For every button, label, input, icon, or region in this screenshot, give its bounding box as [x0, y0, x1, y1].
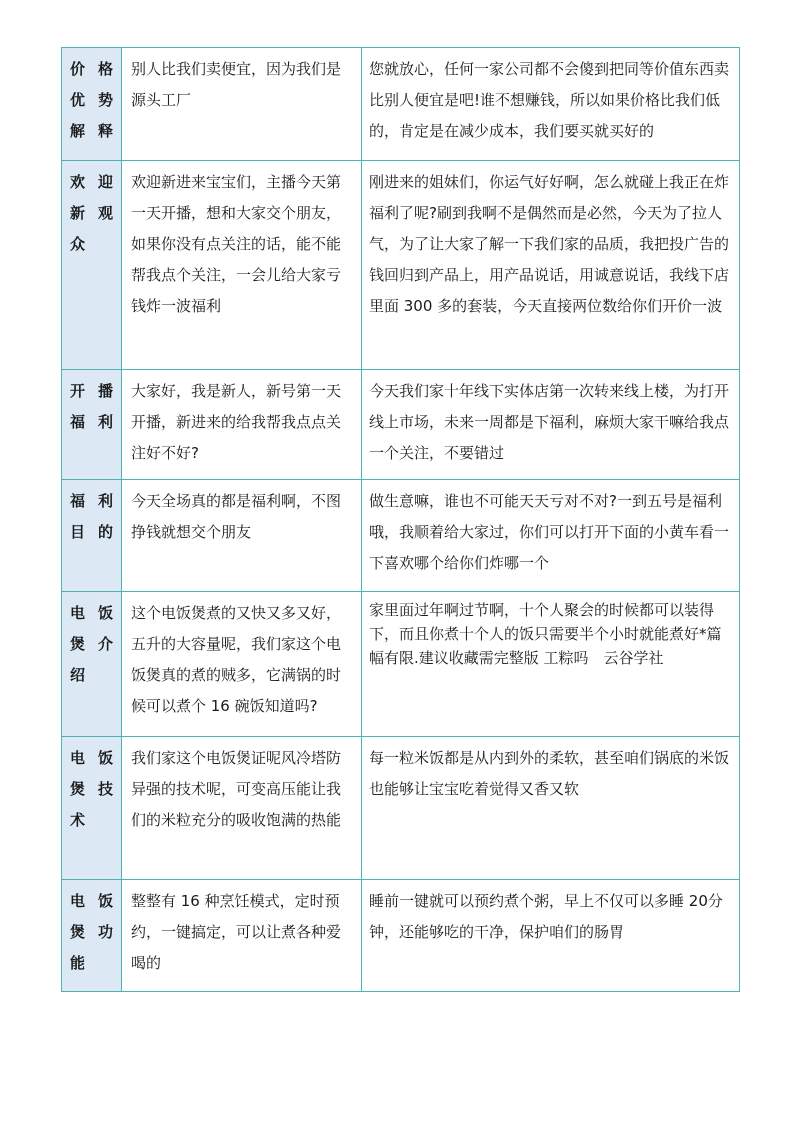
row-script-opening-benefit: 大家好，我是新人，新号第一天开播，新进来的给我帮我点点关注好不好? [122, 370, 362, 480]
row-label-cooker-functions: 电饭煲功能 [62, 880, 122, 992]
row-response-benefit-purpose: 做生意嘛，谁也不可能天天亏对不对?一到五号是福利哦，我顺着给大家过，你们可以打开下面的小黄车看一下喜欢哪个给你们炸哪一个 [362, 480, 740, 592]
table-row [62, 48, 740, 161]
row-label-price-advantage: 价格优势解释 [62, 48, 122, 161]
row-label-welcome-viewers: 欢迎新观众 [62, 161, 122, 370]
row-script-welcome-viewers: 欢迎新进来宝宝们，主播今天第一天开播，想和大家交个朋友，如果你没有点关注的话，能不能帮我点个关注，一会儿给大家亏钱炸一波福利 [122, 161, 362, 370]
row-label-benefit-purpose: 福利目的 [62, 480, 122, 592]
row-script-cooker-intro: 这个电饭煲煮的又快又多又好，五升的大容量呢，我们家这个电饭煲真的煮的贼多，它满锅的时候可以煮个 16 碗饭知道吗? [122, 592, 362, 737]
row-response-opening-benefit: 今天我们家十年线下实体店第一次转来线上楼，为打开线上市场，未来一周都是下福利，麻烦大家干嘛给我点一个关注，不要错过 [362, 370, 740, 480]
row-response-cooker-tech: 每一粒米饭都是从内到外的柔软，甚至咱们锅底的米饭也能够让宝宝吃着觉得又香又软 [362, 737, 740, 880]
table-row [62, 161, 740, 370]
row-label-opening-benefit: 开播福利 [62, 370, 122, 480]
row-response-price-advantage: 您就放心，任何一家公司都不会傻到把同等价值东西卖比别人便宜是吧!谁不想赚钱，所以如果价格比我们低的，肯定是在减少成本，我们要买就买好的 [362, 48, 740, 161]
table-row [62, 737, 740, 880]
table-row [62, 370, 740, 480]
row-response-cooker-intro: 家里面过年啊过节啊，十个人聚会的时候都可以装得下，而且你煮十个人的饭只需要半个小时就能煮好*篇幅有限.建议收藏需完整版 工粽吗 云谷学社 [362, 592, 740, 737]
script-table [61, 47, 740, 992]
row-script-cooker-tech: 我们家这个电饭煲证呢风冷塔防异强的技术呢，可变高压能让我们的米粒充分的吸收饱满的热能 [122, 737, 362, 880]
table-row [62, 480, 740, 592]
table-row [62, 592, 740, 737]
row-response-cooker-functions: 睡前一键就可以预约煮个粥，早上不仅可以多睡 20分钟，还能够吃的干净，保护咱们的肠胃 [362, 880, 740, 992]
table-row [62, 880, 740, 992]
row-script-cooker-functions: 整整有 16 种烹饪模式，定时预约，一键搞定，可以让煮各种爱喝的 [122, 880, 362, 992]
row-script-price-advantage: 别人比我们卖便宜，因为我们是源头工厂 [122, 48, 362, 161]
row-label-cooker-intro: 电饭煲介绍 [62, 592, 122, 737]
row-script-benefit-purpose: 今天全场真的都是福利啊，不图挣钱就想交个朋友 [122, 480, 362, 592]
row-response-welcome-viewers: 刚进来的姐妹们，你运气好好啊，怎么就碰上我正在炸福利了呢?刷到我啊不是偶然而是必然，今天为了拉人气，为了让大家了解一下我们家的品质，我把投广告的钱回归到产品上，用产品说话，用诚意说话，我线下店里面 300 多的套装，今天直接两位数给你们开价一波 [362, 161, 740, 370]
row-label-cooker-tech: 电饭煲技术 [62, 737, 122, 880]
